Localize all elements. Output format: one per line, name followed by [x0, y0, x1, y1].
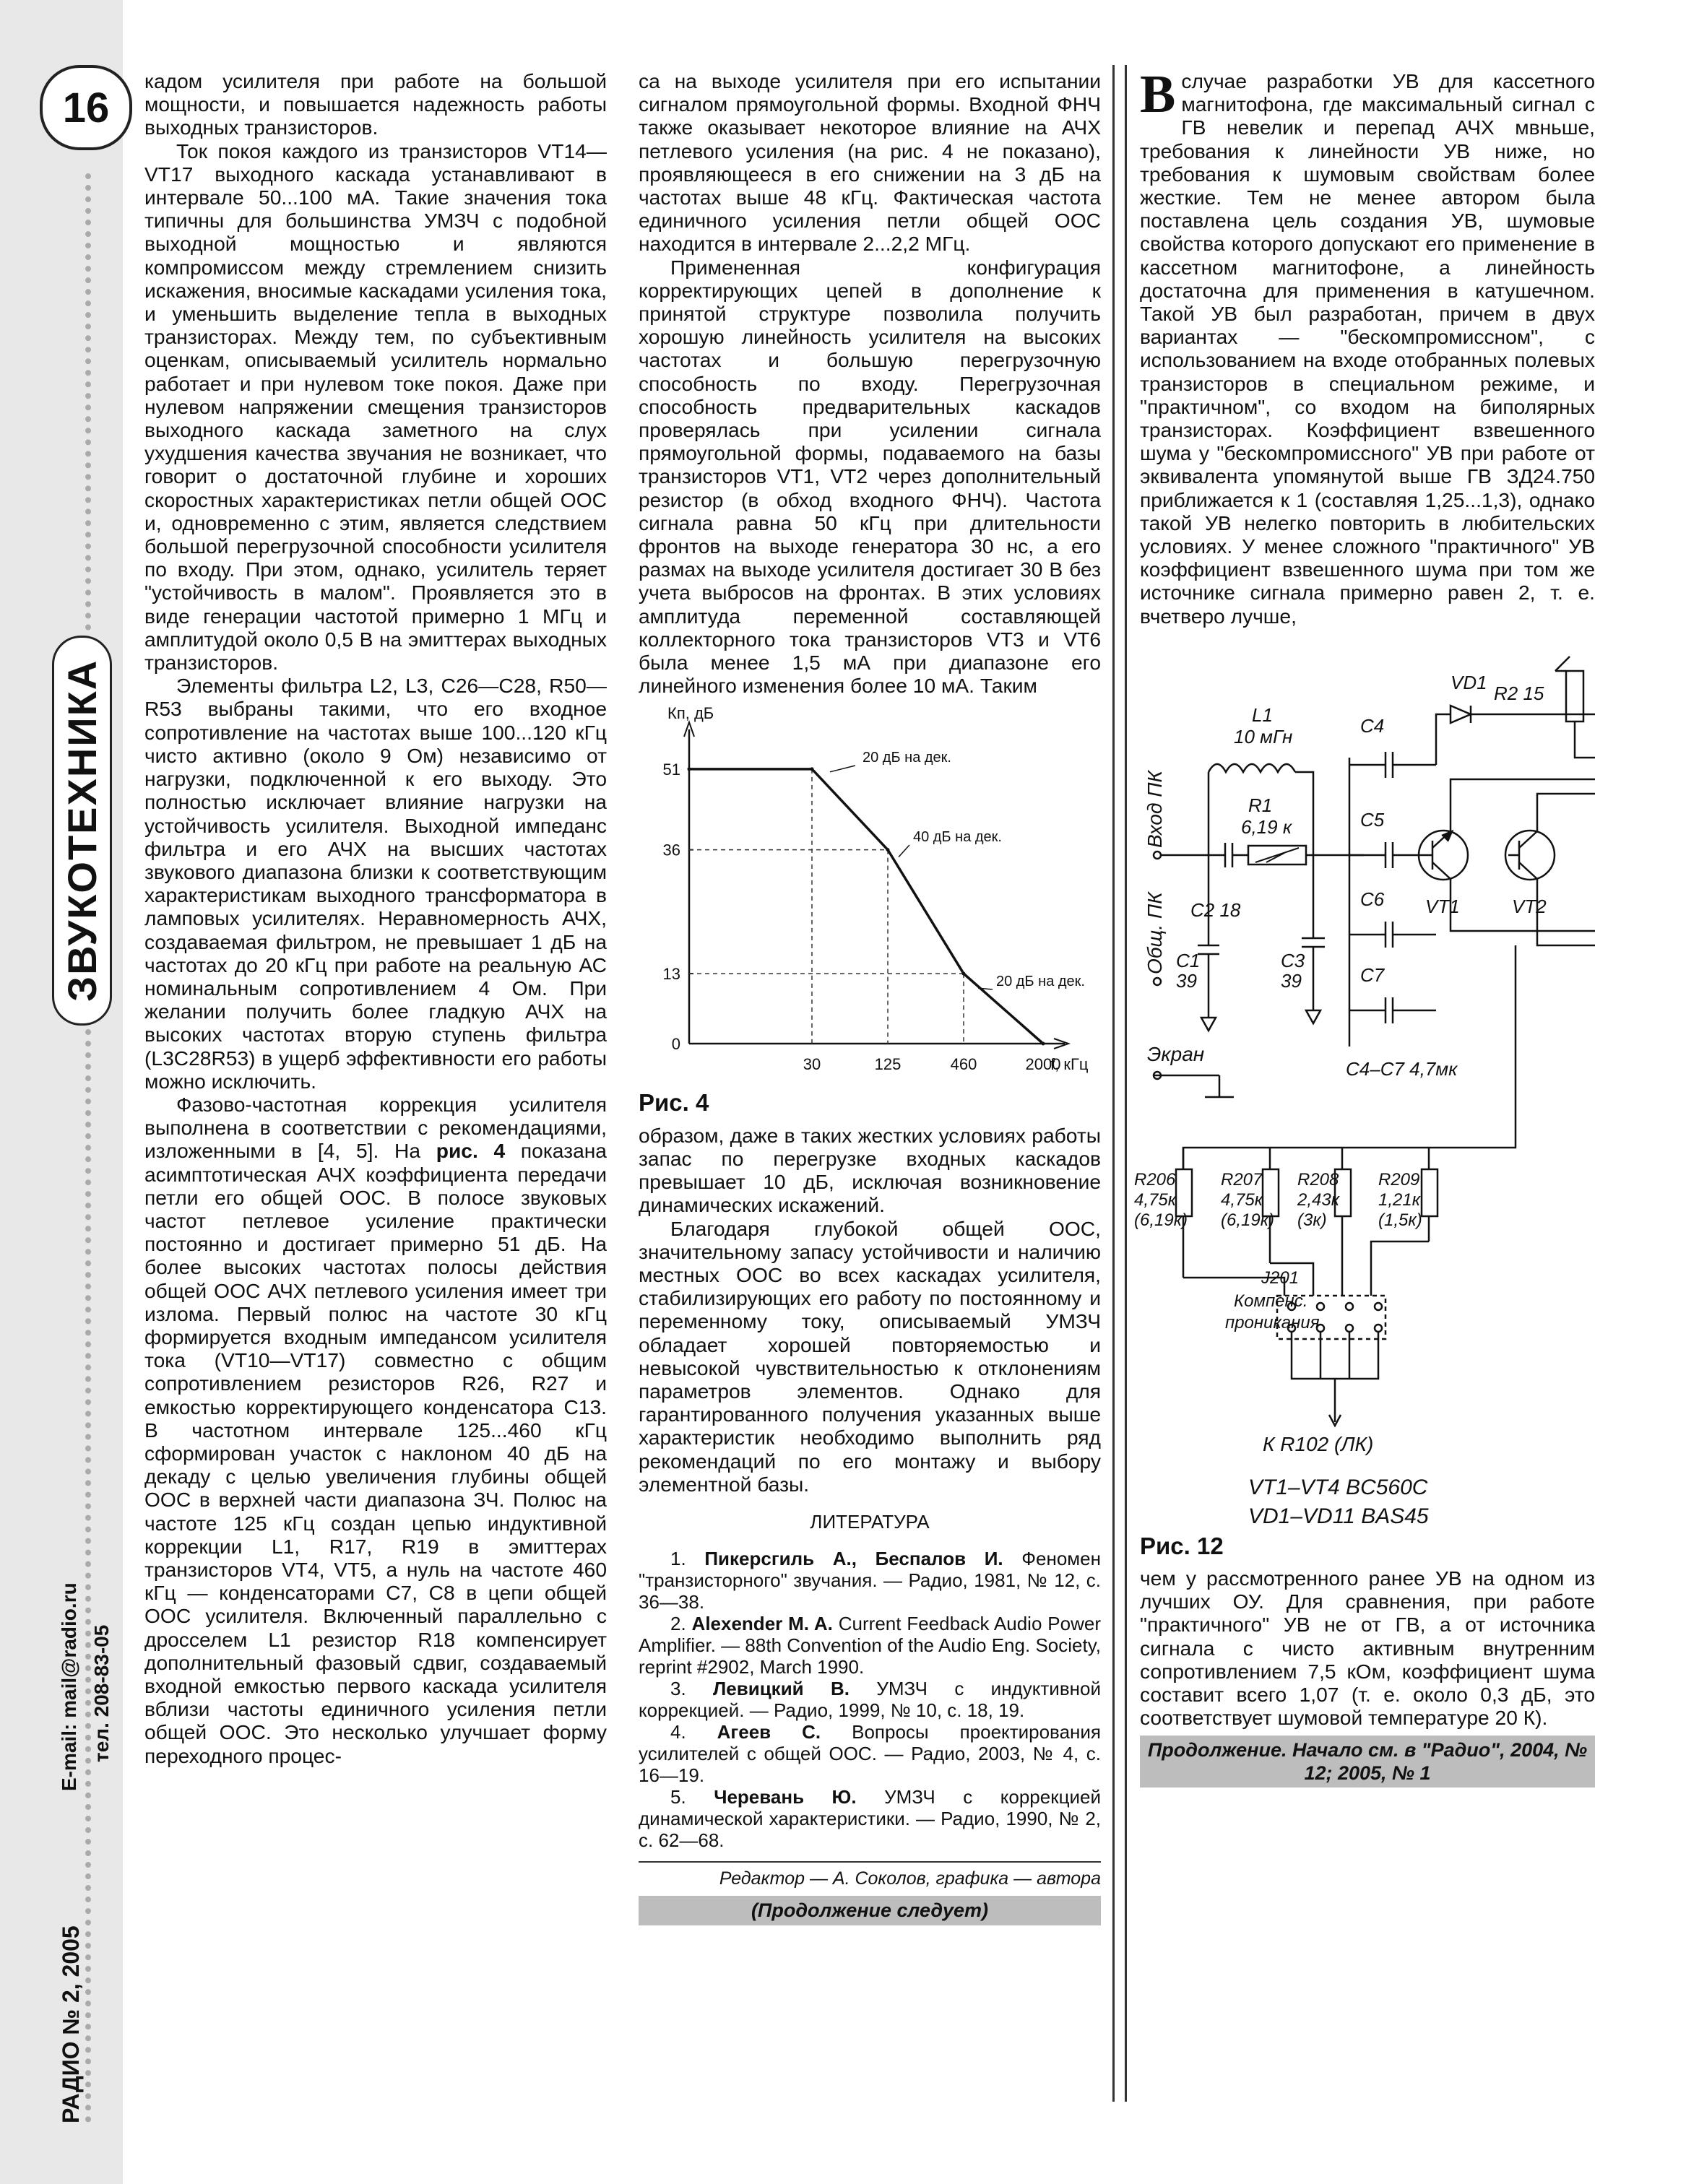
c4-label: C4: [1360, 714, 1385, 737]
data-point: [962, 972, 966, 976]
series-line: [689, 769, 1043, 1044]
y-tick-label: 36: [662, 841, 680, 860]
column-2: [639, 69, 1101, 1925]
r209-label: R209: [1378, 1169, 1420, 1190]
slope-annotation: 40 дБ на дек.: [913, 829, 1002, 846]
paragraph: са на выходе усилителя при его испытании сигналом прямоугольной формы. Входной ФНЧ также оказывает некоторое влияние на АЧХ петлевого усиления (на рис. 4 не показано), проявляющееся в его снижении на 3 дБ на частотах выше 48 кГц. Фактическая частота единичного усиления петли общей ООС находится в интервале 2...2,2 МГц.: [639, 69, 1101, 256]
reference-number: 5.: [670, 1786, 714, 1808]
x-tick-label: 2000: [1025, 1055, 1061, 1074]
reference-number: 1.: [670, 1548, 705, 1570]
y-tick-label: 13: [662, 965, 680, 984]
paragraph: чем у рассмотренного ранее УВ на одном из лучших ОУ. Для сравнения, при работе "практичного" УВ не от ГВ, а от источника сигнала с чисто активным внутренним сопротивлением 7,5 кОм, коэффициент шума составит всего 1,07 (т. е. около 0,3 дБ, это соответствует шумовой температуре 20 К).: [1140, 1566, 1595, 1730]
vd1-label: VD1: [1451, 671, 1487, 693]
r207-value: 4,75к: [1221, 1190, 1263, 1210]
reference-author: Черевань Ю.: [714, 1786, 857, 1808]
contact-email: E-mail: mail@radio.ru: [58, 1582, 80, 1791]
l1-label: L1: [1252, 703, 1273, 726]
drop-cap: В: [1140, 65, 1176, 124]
r1-value: 6,19 к: [1241, 815, 1292, 838]
reference-author: Левицкий В.: [713, 1678, 850, 1700]
continued-from-banner: Продолжение. Начало см. в "Радио", 2004, № 12; 2005, № 1: [1140, 1736, 1595, 1788]
editor-credit: Редактор — А. Соколов, графика — автора: [639, 1861, 1101, 1890]
data-point: [886, 849, 890, 852]
l1-value: 10 мГн: [1234, 725, 1293, 748]
r1-label: R1: [1248, 794, 1273, 816]
x-tick-label: 125: [874, 1055, 902, 1074]
section-title: ЗВУКОТЕХНИКА: [52, 636, 112, 1026]
reference-author: Пикерсгиль А., Беспалов И.: [704, 1548, 1003, 1570]
paragraph: Элементы фильтра L2, L3, С26—С28, R50—R53 выбраны такими, что его входное сопротивление на частотах выше 100...120 кГц чисто активно (около 9 Ом) независимо от нагрузки, подключенной к его выходу. Это полностью исключает влияние нагрузки на устойчивость усилителя. Выходной импеданс фильтра и его АЧХ на высших частотах звукового диапазона близки к соответствующим характеристикам выходного трансформатора в ламповых усилителях. Неравномерность АЧХ, создаваемая фильтром, не превышает 1 дБ на частотах до 20 кГц при работе на реальную АС номинальным сопротивлением 4 Ом. При желании получить более гладкую АЧХ на высоких частотах вторую ступень фильтра (L3C28R53) в ущерб эффективности его работы можно исключить.: [144, 674, 607, 1093]
r207-label: R207: [1221, 1169, 1263, 1190]
paragraph: Благодаря глубокой общей ООС, значительному запасу устойчивости и наличию местных ООС во всех каскадах усилителя, стабилизирующих его работу по постоянному и переменному току, описываемый УМЗЧ обладает хорошей повторяемостью и невысокой чувствительностью к отклонениям параметров элементов. Однако для гарантированного получения указанных выше характеристик необходимо выполнить ряд рекомендаций по его монтажу и выбору элементной базы.: [639, 1216, 1101, 1496]
reference-text: Вопросы проектирования усилителей с общей ООС. — Радио, 2003, № 4, с. 16—19.: [639, 1721, 1101, 1787]
page-number-badge: [40, 65, 132, 150]
r207-alt: (6,19к): [1221, 1210, 1275, 1230]
continued-banner: (Продолжение следует): [639, 1896, 1101, 1925]
ground-label: Общ. ПК: [1144, 892, 1166, 974]
reference-number: 3.: [670, 1678, 714, 1700]
reference-number: 4.: [670, 1721, 717, 1743]
figure-12-schematic: [1134, 642, 1595, 1530]
paragraph: образом, даже в таких жестких условиях работы запас по перегрузке входных каскадов превышает 10 дБ, исключая возникновение динамических искажений.: [639, 1123, 1101, 1217]
r209-alt: (1,5к): [1378, 1210, 1422, 1230]
paragraph: Вслучае разработки УВ для кассетного магнитофона, где максимальный сигнал с ГВ невелик и перепад АЧХ мвньше, требования к линейности УВ ниже, но требования к шумовым свойствам более жесткие. Тем не менее автором была поставлена цель создания УВ, шумовые свойства которого допускают его применение в кассетном магнитофоне, а линейность достаточна для применения в катушечном. Такой УВ был разработан, причем в двух вариантах — "бескомпромиссном", с использованием на входе отобранных полевых транзисторов в специальном режиме, и "практичном", со входом на биполярных транзисторах. Коэффициент взвешенного шума у "бескомпромиссного" УВ при работе от эквивалента упомянутой выше ГВ ЗД24.750 приближается к 1 (составляя 1,25...1,3), однако такой УВ нелегко повторить в любительских условиях. У менее сложного "практичного" УВ коэффициент взвешенного шума при том же источнике сигнала примерно равен 2, т. е. вчетверо лучше,: [1140, 65, 1595, 628]
loop-gain-chart: [639, 704, 1101, 1087]
annotation-leader: [830, 766, 855, 772]
x-tick-label: 30: [803, 1055, 821, 1074]
reference-text: Феномен "транзисторного" звучания. — Радио, 1981, № 12, с. 36—38.: [639, 1548, 1101, 1613]
c1-value: 39: [1176, 969, 1197, 992]
j201-label: J201: [1261, 1268, 1300, 1288]
parts-vd: VD1–VD11 BAS45: [1248, 1504, 1429, 1528]
r208-label: R208: [1297, 1169, 1339, 1190]
j201-desc-1: Компенс.: [1234, 1291, 1308, 1311]
dotted-rule: [85, 173, 91, 2123]
c6-label: C6: [1360, 888, 1385, 910]
reference-author: Агеев С.: [717, 1721, 821, 1743]
r2-label: R2 15: [1494, 682, 1544, 704]
paragraph: Примененная конфигурация корректирующих цепей в дополнение к принятой структуре позволила получить хорошую линейность усилителя на высоких частотах и большую перегрузочную способность по входу. Перегрузочная способность предварительных каскадов проверялась при усилении сигнала прямоугольной формы, подаваемого на базы транзисторов VT1, VT2 через дополнительный резистор (в обход входного ФНЧ). Частота сигнала равна 50 кГц при длительности фронтов на выходе генератора 30 нс, а его размах на выходе усилителя достигает 30 В без учета выбросов на фронтах. В этих условиях амплитуда переменной составляющей коллекторного тока транзисторов VT3 и VT6 была менее 1,5 мА при диапазоне его линейного изменения более 10 мА. Таким: [639, 255, 1101, 698]
paragraph: кадом усилителя при работе на большой мощности, и повышается надежность работы выходных транзисторов.: [144, 69, 607, 139]
r206-value: 4,75к: [1134, 1190, 1177, 1210]
c3-label: C3: [1281, 949, 1305, 971]
annotation-leader: [899, 845, 909, 857]
figure-4: [639, 704, 1101, 1087]
screen-label: Экран: [1147, 1042, 1205, 1065]
column-3: [1134, 65, 1595, 1788]
column-1: [144, 69, 607, 1767]
y-tick-label: 0: [671, 1035, 680, 1054]
c5-label: C5: [1360, 808, 1385, 831]
c7-label: C7: [1360, 963, 1385, 986]
c2-label: C2 18: [1190, 898, 1241, 921]
parts-vt: VT1–VT4 BC560C: [1248, 1475, 1428, 1499]
paragraph: Ток покоя каждого из транзисторов VT14—VT17 выходного каскада устанавливают в интервале 50...100 мА. Такие значения тока типичны для большинства УМЗЧ с подобной выходной мощностью и являются компромиссом между стремлением снизить искажения, вносимые каскадами усиления тока, и уменьшить выделение тепла в выходных транзисторах. Между тем, по субъективным оценкам, описываемый усилитель нормально работает и при нулевом токе покоя. Даже при нулевом напряжении смещения транзисторов выходного каскада заметного на слух ухудшения качества звучания не возникает, что говорит о достаточной глубине и хороших скоростных характеристиках петли общей ООС и, одновременно с этим, является следствием большой перегрузочной способности усилителя по входу. При этом, однако, усилитель теряет "устойчивость в малом". Проявляется это в виде генерации частотой примерно 1 МГц и амплитудой около 0,5 В на эмиттерах выходных транзисторов.: [144, 139, 607, 675]
reference-item: [639, 1678, 1101, 1721]
j201-desc-2: проникания: [1225, 1312, 1320, 1332]
slope-annotation: 20 дБ на дек.: [996, 974, 1085, 990]
r208-alt: (3к): [1297, 1210, 1327, 1230]
data-point: [810, 768, 814, 771]
reference-number: 2.: [670, 1613, 692, 1635]
page-number: 16: [62, 84, 110, 131]
reference-text: Current Feedback Audio Power Amplifier. — 88th Convention of the Audio Eng. Society, reprint #2902, March 1990.: [639, 1613, 1101, 1678]
reference-item: [639, 1721, 1101, 1786]
margin-strip: [0, 0, 123, 2184]
preamp-schematic: [1134, 642, 1595, 1530]
c1-label: C1: [1176, 949, 1201, 971]
references-title: ЛИТЕРАТУРА: [810, 1510, 930, 1533]
reference-item: [639, 1613, 1101, 1678]
vt2-label: VT2: [1512, 895, 1547, 917]
x-tick-label: 460: [950, 1055, 977, 1074]
reference-text: УМЗЧ с коррекцией динамической характеристики. — Радио, 1990, № 2, с. 62—68.: [639, 1786, 1101, 1852]
figure-caption: Рис. 4: [639, 1089, 709, 1117]
c4-c7-value: C4–C7 4,7мк: [1346, 1057, 1458, 1080]
r208-value: 2,43к: [1297, 1190, 1340, 1210]
references-list: [639, 1548, 1101, 1851]
paragraph: Фазово-частотная коррекция усилителя выполнена в соответствии с рекомендациями, изложенными в [4, 5]. На рис. 4 показана асимптотическая АЧХ коэффициента передачи петли его общей ООС. В полосе звуковых частот петлевое усиление практически постоянно и достигает примерно 51 дБ. На более высоких частотах полосы действия общей ООС АЧХ петлевого усиления имеет три излома. Первый полюс на частоте 30 кГц формируется входным импедансом усилителя тока (VT10—VT17) совместно с общим сопротивлением резисторов R26, R27 и емкостью корректирующего конденсатора С13. В частотном интервале 125...460 кГц сформирован участок с наклоном 40 дБ на декаду с целью увеличения глубины общей ООС в верхней части диапазона ЗЧ. Полюс на частоте 125 кГц создан цепью индуктивной коррекции L1, R17, R19 в эмиттерах транзисторов VT4, VT5, а нуль на частоте 460 кГц — конденсаторами С7, С8 в цепи общей ООС усилителя. Включенный параллельно с дросселем L1 резистор R18 компенсирует дополнительный фазовый сдвиг, создаваемый входной емкостью первого каскада усилителя вблизи частоты единичного усиления петли общей ООС. Это несколько улучшает форму переходного процес-: [144, 1092, 607, 1767]
reference-item: [639, 1786, 1101, 1851]
reference-text: УМЗЧ с индуктивной коррекцией. — Радио, 1999, № 10, с. 18, 19.: [639, 1678, 1101, 1722]
reference-item: [639, 1548, 1101, 1613]
reference-author: Alexender M. A.: [691, 1613, 833, 1635]
figure-ref: рис. 4: [436, 1139, 506, 1163]
r206-label: R206: [1134, 1169, 1176, 1190]
y-axis-label: Кп, дБ: [667, 704, 714, 723]
vt1-label: VT1: [1425, 895, 1460, 917]
issue-label: РАДИО № 2, 2005: [58, 1925, 84, 2123]
c3-value: 39: [1281, 969, 1302, 992]
column-divider: [1112, 65, 1127, 2102]
contact-phone: тел. 208-83-05: [90, 1624, 113, 1762]
x-axis-label: f, кГц: [1050, 1055, 1089, 1074]
data-point: [688, 768, 691, 771]
slope-annotation: 20 дБ на дек.: [863, 750, 951, 766]
input-label: Вход ПК: [1144, 770, 1166, 848]
data-point: [1042, 1042, 1045, 1046]
y-tick-label: 51: [662, 760, 680, 779]
r209-value: 1,21к: [1378, 1190, 1421, 1210]
to-r102-label: К R102 (ЛК): [1263, 1432, 1374, 1455]
figure-caption: Рис. 12: [1140, 1532, 1224, 1559]
r206-alt: (6,19к): [1134, 1210, 1188, 1230]
